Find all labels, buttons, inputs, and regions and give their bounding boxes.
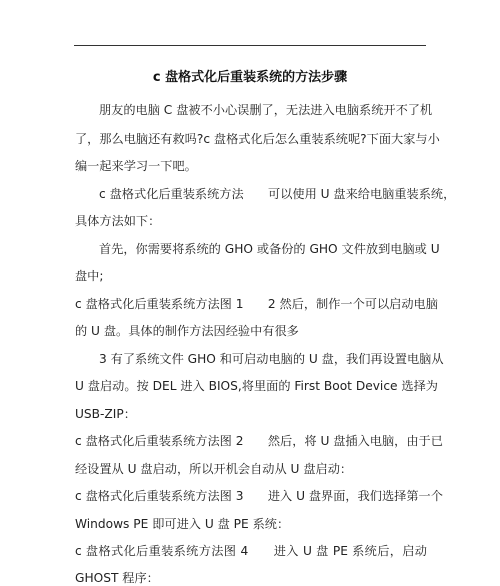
body-line: GHOST 程序：	[75, 571, 159, 585]
header-divider	[74, 45, 426, 46]
body-line: c 盘格式化后重装系统方法图 3 进入 U 盘界面，我们选择第一个	[75, 489, 443, 503]
body-line: 经设置从 U 盘启动，所以开机会自动从 U 盘启动：	[75, 462, 353, 476]
body-line: 了，那么电脑还有救吗?c 盘格式化后怎么重装系统呢?下面大家与小	[75, 132, 440, 146]
body-line: 3 有了系统文件 GHO 和可启动电脑的 U 盘，我们再设置电脑从	[99, 352, 444, 366]
body-line: c 盘格式化后重装系统方法图 4 进入 U 盘 PE 系统后，启动	[75, 544, 427, 558]
body-line: c 盘格式化后重装系统方法图 1 2 然后，制作一个可以启动电脑	[75, 297, 438, 311]
body-line: 盘中;	[75, 269, 104, 283]
body-line: c 盘格式化后重装系统方法 可以使用 U 盘来给电脑重装系统，	[99, 187, 456, 201]
body-line: 首先，你需要将系统的 GHO 或备份的 GHO 文件放到电脑或 U	[99, 242, 440, 256]
body-line: Windows PE 即可进入 U 盘 PE 系统：	[75, 517, 290, 531]
body-line: 编一起来学习一下吧。	[75, 159, 197, 173]
body-line: c 盘格式化后重装系统方法图 2 然后，将 U 盘插入电脑，由于已	[75, 434, 443, 448]
body-line: USB-ZIP：	[75, 407, 136, 421]
document-title: c 盘格式化后重装系统的方法步骤	[152, 70, 348, 85]
body-line: 朋友的电脑 C 盘被不小心误删了，无法进入电脑系统开不了机	[99, 103, 433, 117]
body-line: 的 U 盘。具体的制作方法因经验中有很多	[75, 324, 299, 338]
body-line: 具体方法如下：	[75, 214, 161, 228]
body-line: U 盘启动。按 DEL 进入 BIOS,将里面的 First Boot Device 选择为	[75, 379, 438, 393]
